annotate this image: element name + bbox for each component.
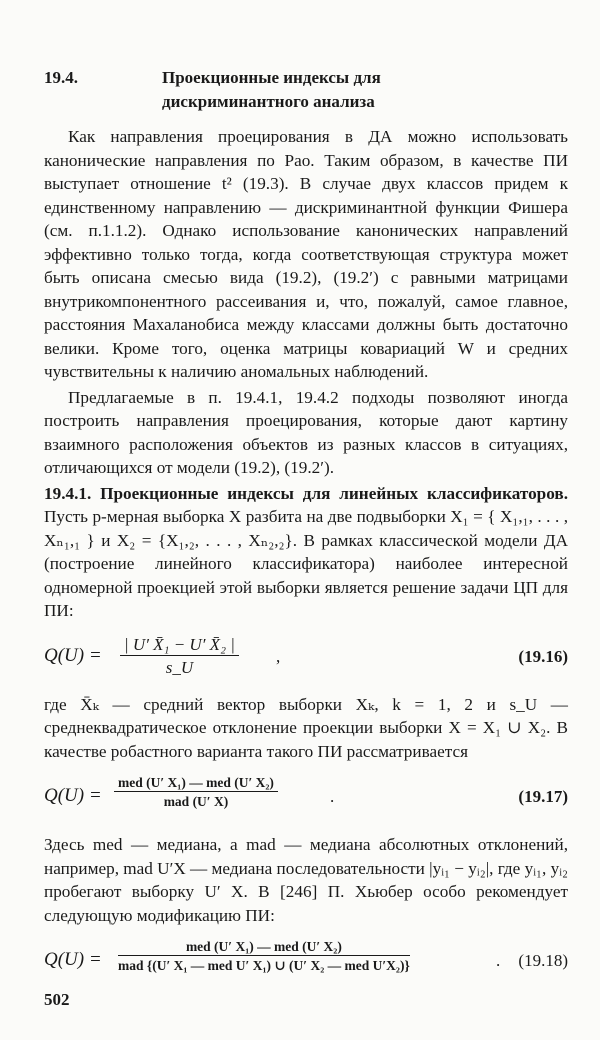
eq1-suffix: , — [276, 646, 281, 666]
paragraph-1: Как направления проецирования в ДА можно использовать канонические направления по Рао. Таким образом, в качестве ПИ выступает отношение t² (19.3). В случае двух классов придем к единственному направлению — дискриминантной функции Фишера (см. п.1.1.2). Однако использование канонических направлений эффективно только тогда, когда соответствующая структура может быть описана смесью вида (19.2), (19.2′) с равными матрицами внутрикомпонентного рассеивания и, что, пожалуй, самое главное, расстояния Махаланобиса между классами должны быть достаточно велики. Кроме того, оценка матрицы ковариаций W и средних чувствительны к наличию аномальных наблюдений. — [44, 127, 568, 381]
equation-19-17 — [44, 771, 568, 825]
paragraph-3: где X̄ₖ — средний вектор выборки Xₖ, k = 1, 2 и s_U — среднеквадратическое отклонение проекции выборки X = X₁ ∪ X₂. В качестве робастного варианта такого ПИ рассматривается — [44, 694, 568, 761]
eq3-tag: (19.18) — [518, 951, 568, 970]
paragraph-4: Здесь med — медиана, а mad — медиана абсолютных отклонений, например, mad U′X — медиана последовательности |yᵢ₁ − yᵢ₂|, где yᵢ₁, yᵢ₂ пробегают выборку U′ X. В [246] П. Хьюбер особо рекомендует следующую модификацию ПИ: — [44, 835, 568, 925]
eq1-numerator: | U′ X̄₁ − U′ X̄₂ | — [120, 635, 239, 656]
eq1-fraction — [120, 635, 239, 678]
eq1-lhs: Q(U) = — [44, 644, 102, 666]
section-number: 19.4. — [44, 68, 78, 87]
section-title — [162, 66, 381, 114]
eq3-suffix: . — [496, 951, 501, 970]
eq3-lhs: Q(U) = — [44, 949, 102, 970]
eq1-tag: (19.16) — [518, 646, 568, 666]
subsection-text: Пусть p-мерная выборка X разбита на две подвыборки X₁ = { X₁,₁, . . . , Xₙ₁,₁ } и X₂ = {X₁,₂, . . . , Xₙ₂,₂}. В рамках классической модели ДА (построение линейного классификатора) наиболее интересной одномерной проекцией этой выборки является решение задачи ЦП для ПИ: — [44, 507, 568, 620]
equation-19-18 — [44, 935, 568, 989]
eq2-tag: (19.17) — [518, 787, 568, 806]
eq2-denominator: mad (U′ X) — [163, 794, 229, 809]
equation-19-16 — [44, 631, 568, 685]
eq2-numerator: med (U′ X₁) — med (U′ X₂) — [114, 775, 278, 792]
subsection-paragraph — [44, 482, 568, 623]
eq3-denominator: mad {(U′ X₁ — med U′ X₁) ∪ (U′ X₂ — med U′X₂)} — [118, 958, 410, 973]
paragraph-2: Предлагаемые в п. 19.4.1, 19.4.2 подходы позволяют иногда построить направления проецирования, которые дают картину взаимного расположения объектов из разных классов в ситуациях, отличающихся от модели (19.2), (19.2′). — [44, 387, 568, 477]
section-title-line1: Проекционные индексы для — [162, 68, 381, 87]
eq2-suffix: . — [330, 787, 335, 806]
page-body — [44, 125, 568, 997]
eq1-denominator: s_U — [165, 657, 194, 677]
subsection-title: 19.4.1. Проекционные индексы для линейных классификаторов. — [44, 483, 568, 503]
eq2-lhs: Q(U) = — [44, 785, 102, 806]
eq3-numerator: med (U′ X₁) — med (U′ X₂) — [118, 939, 410, 956]
eq2-fraction — [114, 775, 278, 810]
page-number: 502 — [44, 990, 70, 1009]
section-title-line2: дискриминантного анализа — [162, 92, 375, 111]
eq3-fraction — [118, 939, 410, 974]
